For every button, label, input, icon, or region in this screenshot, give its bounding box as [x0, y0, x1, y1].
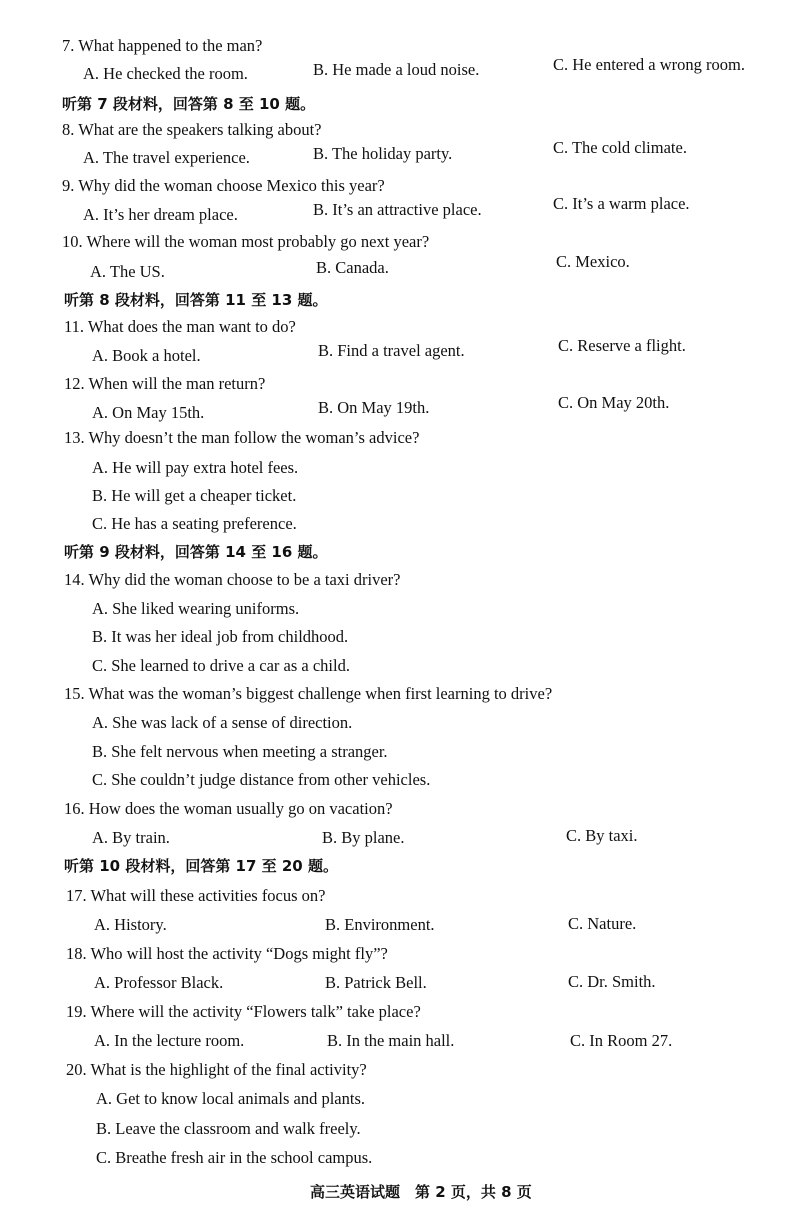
- question-stem: 11. What does the man want to do?: [64, 317, 296, 336]
- option-c: C. Breathe fresh air in the school campus.: [96, 1148, 373, 1167]
- option-a: A. It’s her dream place.: [83, 205, 238, 224]
- option-a: A. The travel experience.: [83, 148, 250, 167]
- option-a: A. History.: [94, 915, 167, 934]
- option-a: A. By train.: [92, 828, 170, 847]
- section-heading: 听第 7 段材料，回答第 8 至 10 题。: [62, 95, 316, 113]
- question-stem: 20. What is the highlight of the final activity?: [66, 1060, 367, 1079]
- option-a: A. Professor Black.: [94, 973, 224, 992]
- option-b: B. He made a loud noise.: [313, 60, 480, 79]
- option-b: B. She felt nervous when meeting a stranger.: [92, 742, 388, 761]
- option-a: A. He will pay extra hotel fees.: [92, 458, 299, 477]
- question-stem: 15. What was the woman’s biggest challenge when first learning to drive?: [64, 684, 553, 703]
- option-c: C. Nature.: [568, 914, 637, 933]
- section-heading: 听第 8 段材料，回答第 11 至 13 题。: [64, 291, 328, 309]
- option-c: C. She couldn’t judge distance from other vehicles.: [92, 770, 431, 789]
- option-c: C. It’s a warm place.: [553, 194, 690, 213]
- option-a: A. Get to know local animals and plants.: [96, 1089, 365, 1108]
- option-c: C. Mexico.: [556, 252, 630, 271]
- page-footer: 高三英语试题 第 2 页，共 8 页: [310, 1183, 532, 1201]
- question-stem: 12. When will the man return?: [64, 374, 266, 393]
- option-c: C. Dr. Smith.: [568, 972, 656, 991]
- option-b: B. In the main hall.: [327, 1031, 455, 1050]
- option-b: B. On May 19th.: [318, 398, 430, 417]
- option-a: A. In the lecture room.: [94, 1031, 245, 1050]
- option-b: B. Leave the classroom and walk freely.: [96, 1119, 361, 1138]
- option-c: C. In Room 27.: [570, 1031, 673, 1050]
- option-b: B. By plane.: [322, 828, 405, 847]
- option-a: A. She liked wearing uniforms.: [92, 599, 300, 618]
- option-b: B. It was her ideal job from childhood.: [92, 627, 349, 646]
- option-a: A. The US.: [90, 262, 165, 281]
- option-c: C. On May 20th.: [558, 393, 670, 412]
- option-b: B. Canada.: [316, 258, 389, 277]
- option-a: A. Book a hotel.: [92, 346, 201, 365]
- option-b: B. The holiday party.: [313, 144, 453, 163]
- question-stem: 13. Why doesn’t the man follow the woman’s advice?: [64, 428, 420, 447]
- section-heading: 听第 10 段材料，回答第 17 至 20 题。: [64, 857, 338, 875]
- question-stem: 10. Where will the woman most probably go next year?: [62, 232, 430, 251]
- option-b: B. He will get a cheaper ticket.: [92, 486, 297, 505]
- option-c: C. He has a seating preference.: [92, 514, 297, 533]
- question-stem: 16. How does the woman usually go on vacation?: [64, 799, 393, 818]
- question-stem: 19. Where will the activity “Flowers talk” take place?: [66, 1002, 421, 1021]
- section-heading: 听第 9 段材料，回答第 14 至 16 题。: [64, 543, 328, 561]
- question-stem: 9. Why did the woman choose Mexico this year?: [62, 176, 385, 195]
- option-c: C. He entered a wrong room.: [553, 55, 745, 74]
- option-a: A. He checked the room.: [83, 64, 248, 83]
- option-a: A. On May 15th.: [92, 403, 205, 422]
- option-b: B. Patrick Bell.: [325, 973, 427, 992]
- option-c: C. By taxi.: [566, 826, 638, 845]
- option-c: C. Reserve a flight.: [558, 336, 686, 355]
- question-stem: 18. Who will host the activity “Dogs might fly”?: [66, 944, 388, 963]
- option-c: C. She learned to drive a car as a child.: [92, 656, 350, 675]
- question-stem: 14. Why did the woman choose to be a taxi driver?: [64, 570, 401, 589]
- option-b: B. It’s an attractive place.: [313, 200, 482, 219]
- option-c: C. The cold climate.: [553, 138, 687, 157]
- option-b: B. Find a travel agent.: [318, 341, 465, 360]
- question-stem: 8. What are the speakers talking about?: [62, 120, 322, 139]
- question-stem: 17. What will these activities focus on?: [66, 886, 326, 905]
- option-a: A. She was lack of a sense of direction.: [92, 713, 353, 732]
- option-b: B. Environment.: [325, 915, 435, 934]
- question-stem: 7. What happened to the man?: [62, 36, 263, 55]
